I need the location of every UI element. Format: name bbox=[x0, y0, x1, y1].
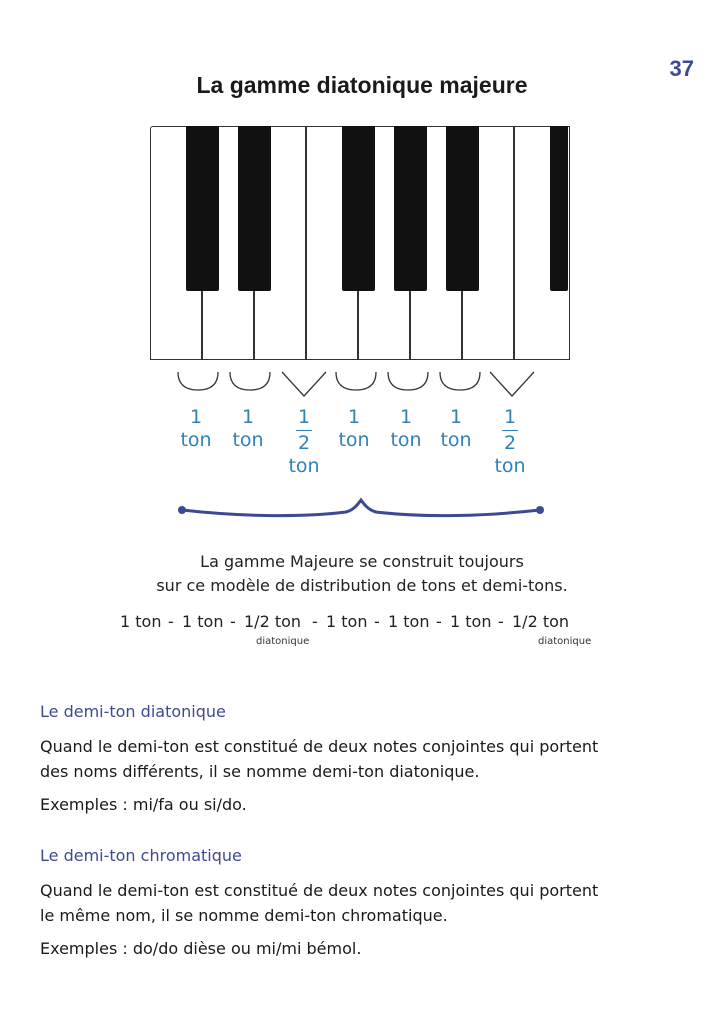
interval-label bbox=[230, 408, 266, 450]
interval-unit: ton bbox=[232, 429, 264, 451]
interval-number: 1 bbox=[399, 406, 413, 428]
sequence-separator: - bbox=[374, 612, 380, 631]
interval-label bbox=[178, 408, 214, 450]
paragraph-line: des noms différents, il se nomme demi-ton diatonique. bbox=[40, 762, 480, 781]
interval-numerator: 1 bbox=[503, 406, 517, 428]
interval-denominator: 2 bbox=[297, 432, 311, 454]
page-title: La gamme diatonique majeure bbox=[196, 72, 528, 98]
fraction-bar bbox=[296, 430, 312, 431]
sequence-item: 1/2 ton bbox=[244, 612, 302, 631]
tone-arc bbox=[336, 372, 376, 390]
interval-unit: ton bbox=[440, 429, 472, 451]
piano-keyboard bbox=[150, 126, 570, 362]
interval-label-half bbox=[284, 408, 324, 476]
black-key bbox=[186, 126, 219, 291]
sequence-item: 1 ton bbox=[388, 612, 430, 631]
semitone-v bbox=[490, 372, 534, 396]
interval-label bbox=[438, 408, 474, 450]
black-key bbox=[342, 126, 375, 291]
interval-marks bbox=[170, 368, 550, 404]
tone-arc bbox=[388, 372, 428, 390]
intro-line-1: La gamme Majeure se construit toujours bbox=[200, 552, 524, 571]
paragraph-line: Quand le demi-ton est constitué de deux notes conjointes qui portent bbox=[40, 737, 599, 756]
black-key bbox=[238, 126, 271, 291]
interval-number: 1 bbox=[189, 406, 203, 428]
interval-unit: ton bbox=[180, 429, 212, 451]
sequence-item: 1 ton bbox=[450, 612, 492, 631]
decorative-flourish bbox=[176, 496, 546, 524]
sequence-item: 1/2 ton bbox=[512, 612, 570, 631]
paragraph-line: le même nom, il se nomme demi-ton chromatique. bbox=[40, 906, 448, 925]
semitone-v bbox=[282, 372, 326, 396]
interval-numerator: 1 bbox=[297, 406, 311, 428]
intro-line-2: sur ce modèle de distribution de tons et demi-tons. bbox=[156, 576, 568, 595]
examples-line: Exemples : do/do dièse ou mi/mi bémol. bbox=[40, 939, 362, 958]
tone-arc bbox=[178, 372, 218, 390]
interval-denominator: 2 bbox=[503, 432, 517, 454]
interval-label bbox=[388, 408, 424, 450]
examples-line: Exemples : mi/fa ou si/do. bbox=[40, 795, 247, 814]
sequence-separator: - bbox=[436, 612, 442, 631]
interval-label-half bbox=[490, 408, 530, 476]
interval-number: 1 bbox=[449, 406, 463, 428]
black-key bbox=[550, 126, 568, 291]
sequence-note: diatonique bbox=[256, 636, 310, 647]
sequence-item: 1 ton bbox=[326, 612, 368, 631]
sequence-note: diatonique bbox=[538, 636, 592, 647]
sequence-separator: - bbox=[312, 612, 318, 631]
sequence-separator: - bbox=[168, 612, 174, 631]
paragraph-line: Quand le demi-ton est constitué de deux notes conjointes qui portent bbox=[40, 881, 599, 900]
interval-unit: ton bbox=[390, 429, 422, 451]
sequence-separator: - bbox=[498, 612, 504, 631]
sequence-item: 1 ton bbox=[182, 612, 224, 631]
tone-arc bbox=[230, 372, 270, 390]
interval-unit: ton bbox=[338, 429, 370, 451]
page-number: 37 bbox=[669, 56, 694, 81]
interval-unit: ton bbox=[288, 455, 320, 477]
black-key bbox=[446, 126, 479, 291]
fraction-bar bbox=[502, 430, 518, 431]
section-title-chromatic: Le demi-ton chromatique bbox=[40, 846, 242, 865]
interval-unit: ton bbox=[494, 455, 526, 477]
sequence-separator: - bbox=[230, 612, 236, 631]
black-key bbox=[394, 126, 427, 291]
tone-sequence bbox=[120, 612, 610, 652]
section-title-diatonic: Le demi-ton diatonique bbox=[40, 702, 226, 721]
tone-arc bbox=[440, 372, 480, 390]
interval-number: 1 bbox=[347, 406, 361, 428]
interval-label bbox=[336, 408, 372, 450]
interval-number: 1 bbox=[241, 406, 255, 428]
sequence-item: 1 ton bbox=[120, 612, 162, 631]
